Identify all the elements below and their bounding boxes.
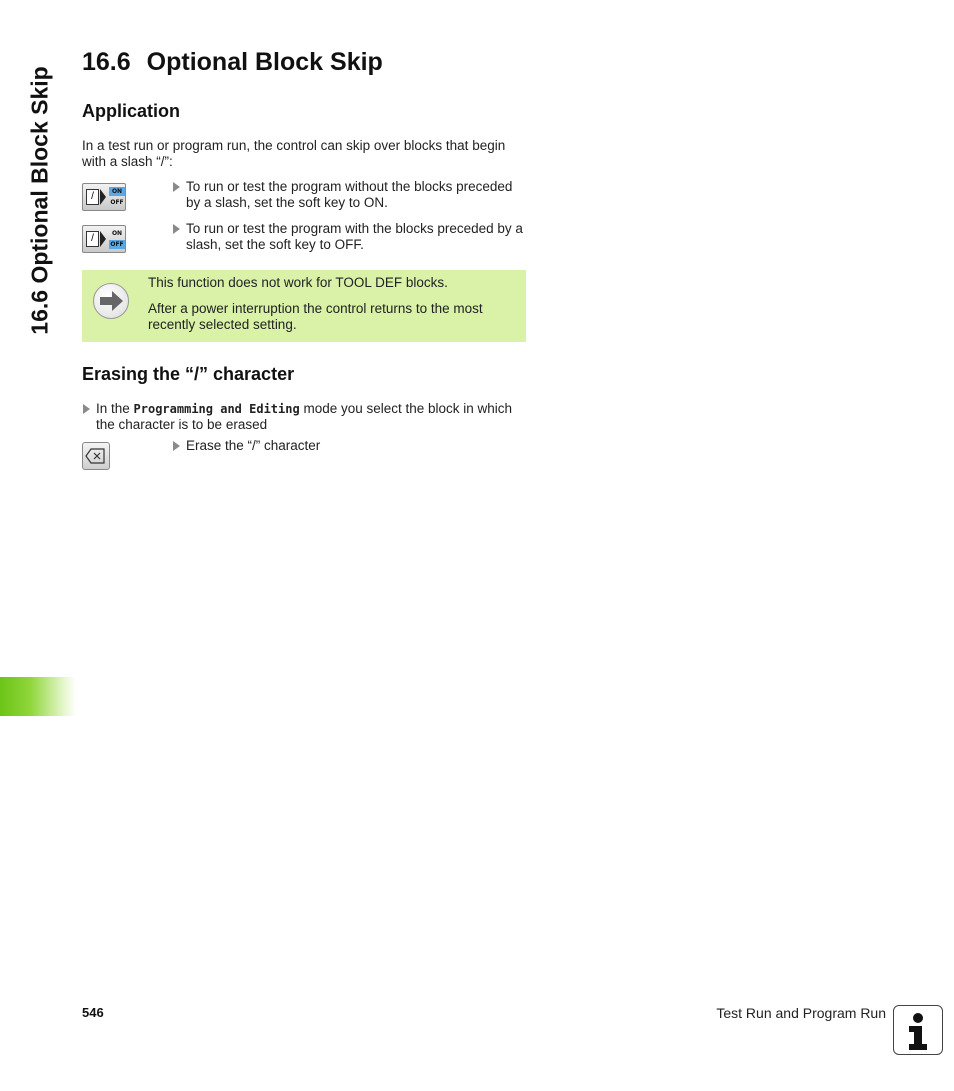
arrow-icon [100, 189, 106, 205]
slash-icon: / [86, 231, 99, 247]
note-box [82, 270, 526, 342]
heading-erasing: Erasing the “/” character [82, 364, 295, 384]
footer-chapter-title: Test Run and Program Run [716, 1005, 886, 1021]
chapter-side-title-text: 16.6 Optional Block Skip [26, 65, 53, 335]
block-skip-off-softkey[interactable] [82, 225, 126, 253]
step-skip-on-text: To run or test the program without the blocks preceded by a slash, set the soft key to ON. [186, 179, 513, 210]
softkey-off-label: OFF [110, 241, 124, 248]
step-erase-slash [172, 438, 527, 454]
step-select-prefix: In the [96, 401, 134, 416]
step-select-suffix: mode you select the block in which the character is to be erased [96, 401, 513, 432]
softkey-on-label: ON [111, 230, 123, 237]
application-intro: In a test run or program run, the control can skip over blocks that begin with a slash “/”: [82, 138, 506, 169]
heading-application: Application [82, 101, 180, 121]
section-number: 16.6 [82, 48, 131, 76]
step-skip-on [172, 179, 527, 211]
info-icon [893, 1005, 943, 1055]
slash-icon: / [86, 189, 99, 205]
bullet-triangle-icon [173, 224, 180, 234]
mode-name: Programming and Editing [133, 402, 300, 416]
softkey-off-label: OFF [110, 199, 124, 206]
chapter-tab-marker [0, 677, 76, 716]
chapter-side-title [16, 40, 64, 360]
block-skip-on-softkey[interactable] [82, 183, 126, 211]
page-title [82, 48, 383, 77]
step-select-block [82, 401, 527, 433]
step-skip-off [172, 221, 527, 253]
step-skip-off-text: To run or test the program with the blocks preceded by a slash, set the soft key to OFF. [186, 221, 523, 252]
bullet-triangle-icon [173, 182, 180, 192]
note-line-2: After a power interruption the control returns to the most recently selected setting. [148, 301, 483, 332]
note-line-1: This function does not work for TOOL DEF blocks. [148, 275, 448, 290]
arrow-icon [100, 231, 106, 247]
bullet-triangle-icon [83, 404, 90, 414]
delete-key-icon[interactable] [82, 442, 110, 470]
page-number: 546 [82, 1005, 104, 1020]
softkey-on-label: ON [109, 187, 125, 196]
step-erase-text: Erase the “/” character [186, 438, 321, 453]
arrow-right-icon [93, 283, 129, 319]
section-title: Optional Block Skip [146, 48, 383, 76]
bullet-triangle-icon [173, 441, 180, 451]
